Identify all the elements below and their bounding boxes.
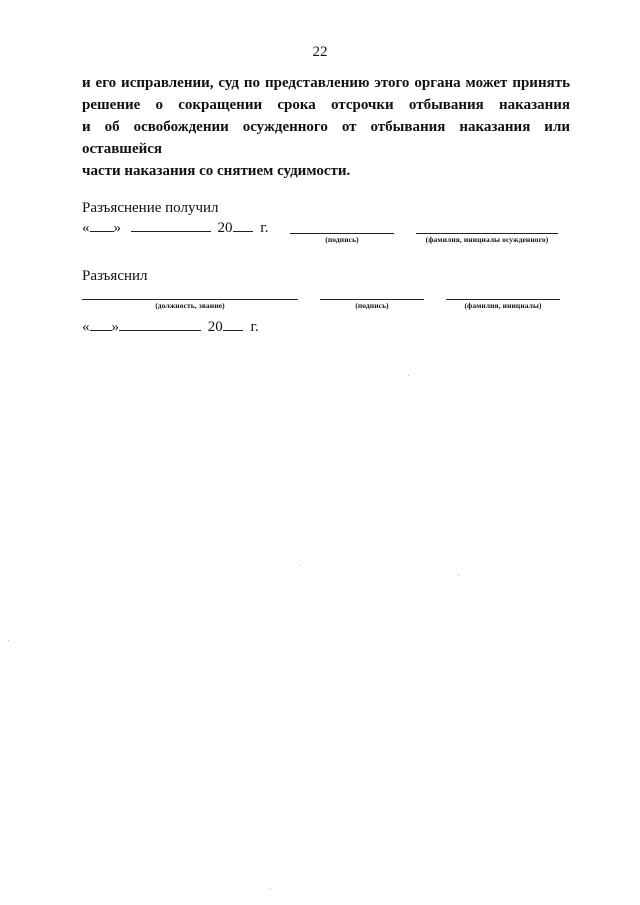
received-heading: Разъяснение получил [82,200,219,216]
year-blank [223,318,243,331]
received-name-line [416,233,558,234]
received-date-line [82,219,268,237]
body-paragraph [82,72,570,182]
scan-speck [270,888,271,889]
paragraph-line: и об освобождении осужденного от отбывания наказания или оставшейся [82,119,570,157]
explained-heading: Разъяснил [82,268,148,284]
explained-position-line [82,299,298,300]
close-quote: » [111,319,119,335]
open-quote: « [82,319,90,335]
explained-signature-caption: (подпись) [355,301,389,310]
year-prefix: 20 [217,220,233,236]
explained-name-line [446,299,560,300]
scan-speck [458,575,459,576]
paragraph-line: части наказания со снятием судимости. [82,163,351,179]
received-name-caption: (фамилия, инициалы осужденного) [425,235,549,244]
page-number: 22 [312,44,328,60]
received-signature-caption: (подпись) [325,235,359,244]
explained-date-line [82,318,259,336]
month-blank [131,219,211,232]
scan-speck [300,565,301,566]
explained-position-caption: (должность, звание) [155,301,225,310]
paragraph-line: и его исправлении, суд по представлению этого органа может принять [82,75,570,91]
explained-name-caption: (фамилия, инициалы) [464,301,542,310]
paragraph-line: решение о сокращении срока отсрочки отбывания наказания [82,97,570,113]
scan-speck [8,640,9,641]
year-prefix: 20 [207,319,223,335]
year-blank [233,219,253,232]
year-suffix: г. [250,319,259,335]
year-suffix: г. [260,220,269,236]
month-blank [119,318,201,331]
day-blank [90,219,114,232]
scan-speck [408,375,409,376]
explained-signature-line [320,299,424,300]
day-blank [90,318,112,331]
open-quote: « [82,220,90,236]
received-signature-line [290,233,394,234]
close-quote: » [113,220,121,236]
